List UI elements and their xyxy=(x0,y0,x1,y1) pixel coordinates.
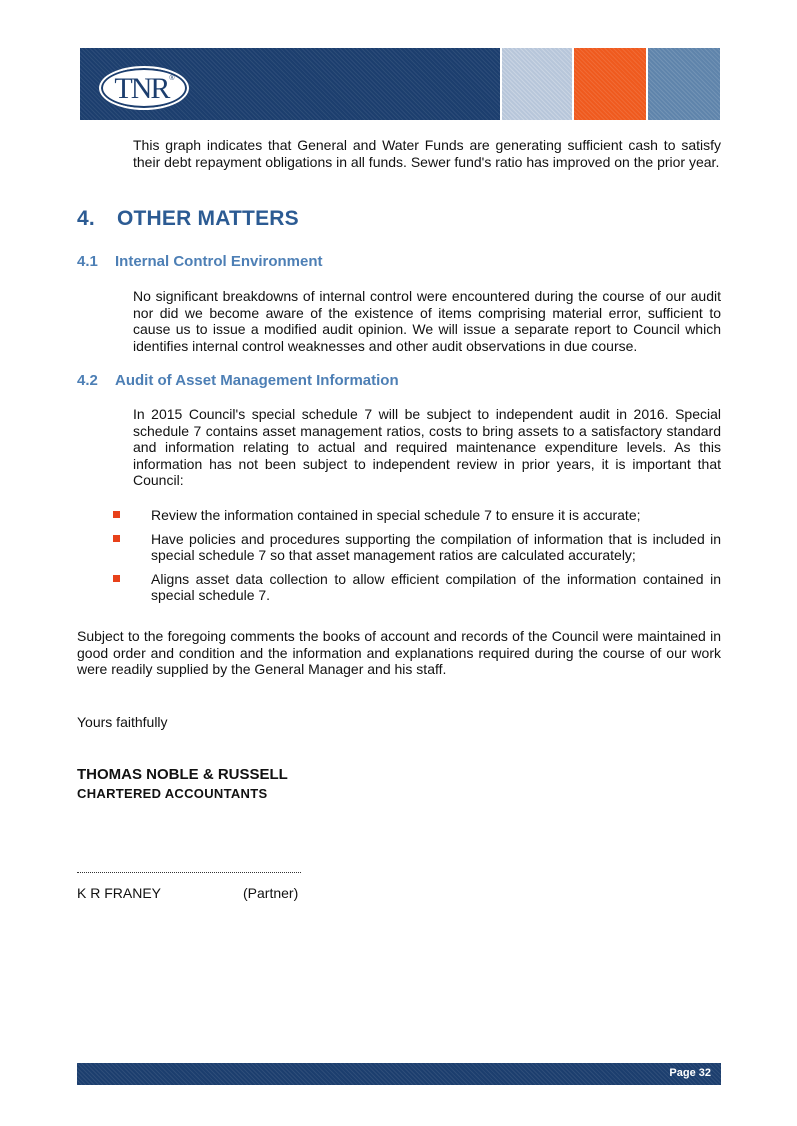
section-4-title: OTHER MATTERS xyxy=(117,207,299,230)
firm-designation: CHARTERED ACCOUNTANTS xyxy=(77,786,268,801)
firm-name: THOMAS NOBLE & RUSSELL xyxy=(77,766,288,783)
signer-name: K R FRANEY xyxy=(77,885,162,901)
list-item xyxy=(110,531,721,564)
section-4-1-paragraph: No significant breakdowns of internal control were encountered during the course of our audit nor did we become aware of the existence of items comprising material error, sufficient to cause us to issue a modified audit opinion. We will issue a separate report to Council which identifies internal control weaknesses and other audit observations in due course. xyxy=(133,288,721,354)
section-4-2-heading xyxy=(77,372,399,389)
section-4-2-number: 4.2 xyxy=(77,372,98,389)
page-number: Page 32 xyxy=(669,1067,711,1079)
logo-text: TNR xyxy=(114,72,169,105)
header-banner xyxy=(80,48,720,120)
section-4-2-title: Audit of Asset Management Information xyxy=(115,372,399,389)
intro-paragraph: This graph indicates that General and Water Funds are generating sufficient cash to satisfy their debt repayment obligations in all funds. Sewer fund's ratio has improved on the prior year. xyxy=(133,137,721,170)
section-4-2-paragraph: In 2015 Council's special schedule 7 will be subject to independent audit in 2016. Special schedule 7 contains asset management ratios, costs to bring assets to a satisfactory standard and information relating to actual and required maintenance expenditure levels. As this information has not been subject to independent review in prior years, it is important that Council: xyxy=(133,406,721,488)
signer-role: (Partner) xyxy=(243,885,299,901)
footer-bar xyxy=(77,1063,721,1085)
banner-light-blue-segment xyxy=(502,48,572,120)
square-bullet-icon xyxy=(113,575,120,582)
section-4-1-heading xyxy=(77,253,323,270)
square-bullet-icon xyxy=(113,511,120,518)
signature-line xyxy=(77,872,301,873)
section-4-1-number: 4.1 xyxy=(77,253,98,270)
salutation: Yours faithfully xyxy=(77,714,168,730)
recommendation-list xyxy=(110,507,721,611)
section-4-1-title: Internal Control Environment xyxy=(115,253,323,270)
section-4-number: 4. xyxy=(77,207,95,230)
square-bullet-icon xyxy=(113,535,120,542)
list-item-text: Aligns asset data collection to allow efficient compilation of the information contained in special schedule 7. xyxy=(151,570,721,603)
list-item-text: Review the information contained in special schedule 7 to ensure it is accurate; xyxy=(151,507,641,523)
banner-steel-blue-segment xyxy=(648,48,720,120)
section-4-heading xyxy=(77,207,299,231)
list-item-text: Have policies and procedures supporting the compilation of information that is included in special schedule 7 so that asset management ratios are calculated accurately; xyxy=(151,530,721,563)
closing-paragraph: Subject to the foregoing comments the books of account and records of the Council were maintained in good order and condition and the information and explanations required during the course of our work were readily supplied by the General Manager and his staff. xyxy=(77,628,721,677)
list-item xyxy=(110,571,721,604)
registered-mark: ® xyxy=(169,74,175,82)
list-item xyxy=(110,507,721,524)
banner-orange-segment xyxy=(574,48,646,120)
company-logo xyxy=(99,66,189,110)
